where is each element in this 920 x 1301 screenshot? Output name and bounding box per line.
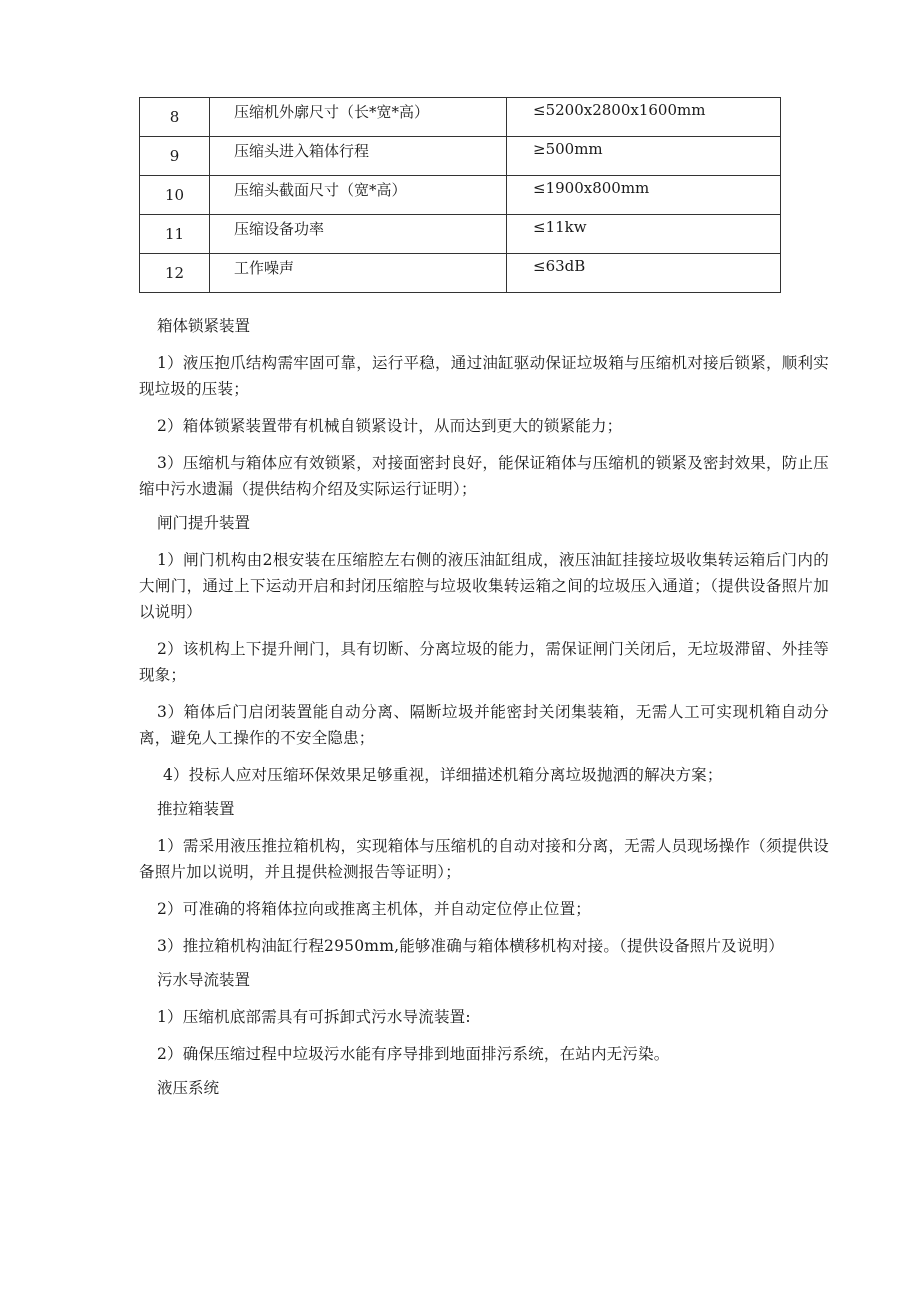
section-heading-box-lock: 箱体锁紧装置 bbox=[157, 317, 251, 335]
document-body bbox=[139, 313, 829, 1112]
paragraph: 2）该机构上下提升闸门，具有切断、分离垃圾的能力，需保证闸门关闭后，无垃圾滞留、外挂等现象； bbox=[139, 640, 829, 684]
paragraph: 2）箱体锁紧装置带有机械自锁紧设计，从而达到更大的锁紧能力； bbox=[157, 417, 623, 435]
row-value: ≤11kw bbox=[507, 215, 781, 254]
row-value: ≥500mm bbox=[507, 137, 781, 176]
row-number: 10 bbox=[140, 176, 210, 215]
paragraph: 3）压缩机与箱体应有效锁紧，对接面密封良好，能保证箱体与压缩机的锁紧及密封效果，防止压缩中污水遗漏（提供结构介绍及实际运行证明）； bbox=[139, 454, 829, 498]
row-number: 9 bbox=[140, 137, 210, 176]
paragraph: 3）推拉箱机构油缸行程2950mm,能够准确与箱体横移机构对接。（提供设备照片及说明） bbox=[157, 937, 784, 955]
row-value: ≤1900x800mm bbox=[507, 176, 781, 215]
table-row bbox=[140, 254, 781, 293]
row-number: 12 bbox=[140, 254, 210, 293]
table-row bbox=[140, 98, 781, 137]
paragraph: 1）压缩机底部需具有可拆卸式污水导流装置: bbox=[157, 1008, 471, 1026]
table-row bbox=[140, 176, 781, 215]
row-item: 压缩机外廓尺寸（长*宽*高） bbox=[210, 98, 507, 137]
row-item: 工作噪声 bbox=[210, 254, 507, 293]
row-number: 11 bbox=[140, 215, 210, 254]
paragraph: 4）投标人应对压缩环保效果足够重视，详细描述机箱分离垃圾抛洒的解决方案； bbox=[163, 766, 723, 784]
row-number: 8 bbox=[140, 98, 210, 137]
row-item: 压缩头进入箱体行程 bbox=[210, 137, 507, 176]
table-row bbox=[140, 137, 781, 176]
section-heading-sewage: 污水导流装置 bbox=[157, 971, 251, 989]
paragraph: 2）可准确的将箱体拉向或推离主机体，并自动定位停止位置； bbox=[157, 900, 591, 918]
section-heading-push-pull: 推拉箱装置 bbox=[157, 800, 235, 818]
section-heading-gate-lift: 闸门提升装置 bbox=[157, 514, 251, 532]
paragraph: 2）确保压缩过程中垃圾污水能有序导排到地面排污系统，在站内无污染。 bbox=[157, 1045, 670, 1063]
spec-table-body bbox=[140, 98, 781, 293]
paragraph: 3）箱体后门启闭装置能自动分离、隔断垃圾并能密封关闭集装箱，无需人工可实现机箱自动分离，避免人工操作的不安全隐患； bbox=[139, 703, 829, 747]
paragraph: 1）闸门机构由2根安装在压缩腔左右侧的液压油缸组成，液压油缸挂接垃圾收集转运箱后门内的大闸门，通过上下运动开启和封闭压缩腔与垃圾收集转运箱之间的垃圾压入通道；（提供设备照片加以说明） bbox=[139, 551, 829, 621]
row-item: 压缩头截面尺寸（宽*高） bbox=[210, 176, 507, 215]
row-value: ≤63dB bbox=[507, 254, 781, 293]
row-item: 压缩设备功率 bbox=[210, 215, 507, 254]
paragraph: 1）需采用液压推拉箱机构，实现箱体与压缩机的自动对接和分离，无需人员现场操作（须提供设备照片加以说明，并且提供检测报告等证明）； bbox=[139, 837, 829, 881]
paragraph: 1）液压抱爪结构需牢固可靠，运行平稳，通过油缸驱动保证垃圾箱与压缩机对接后锁紧，顺利实现垃圾的压装； bbox=[139, 354, 829, 398]
spec-table bbox=[139, 97, 781, 293]
section-heading-hydraulic: 液压系统 bbox=[157, 1079, 220, 1097]
row-value: ≤5200x2800x1600mm bbox=[507, 98, 781, 137]
table-row bbox=[140, 215, 781, 254]
